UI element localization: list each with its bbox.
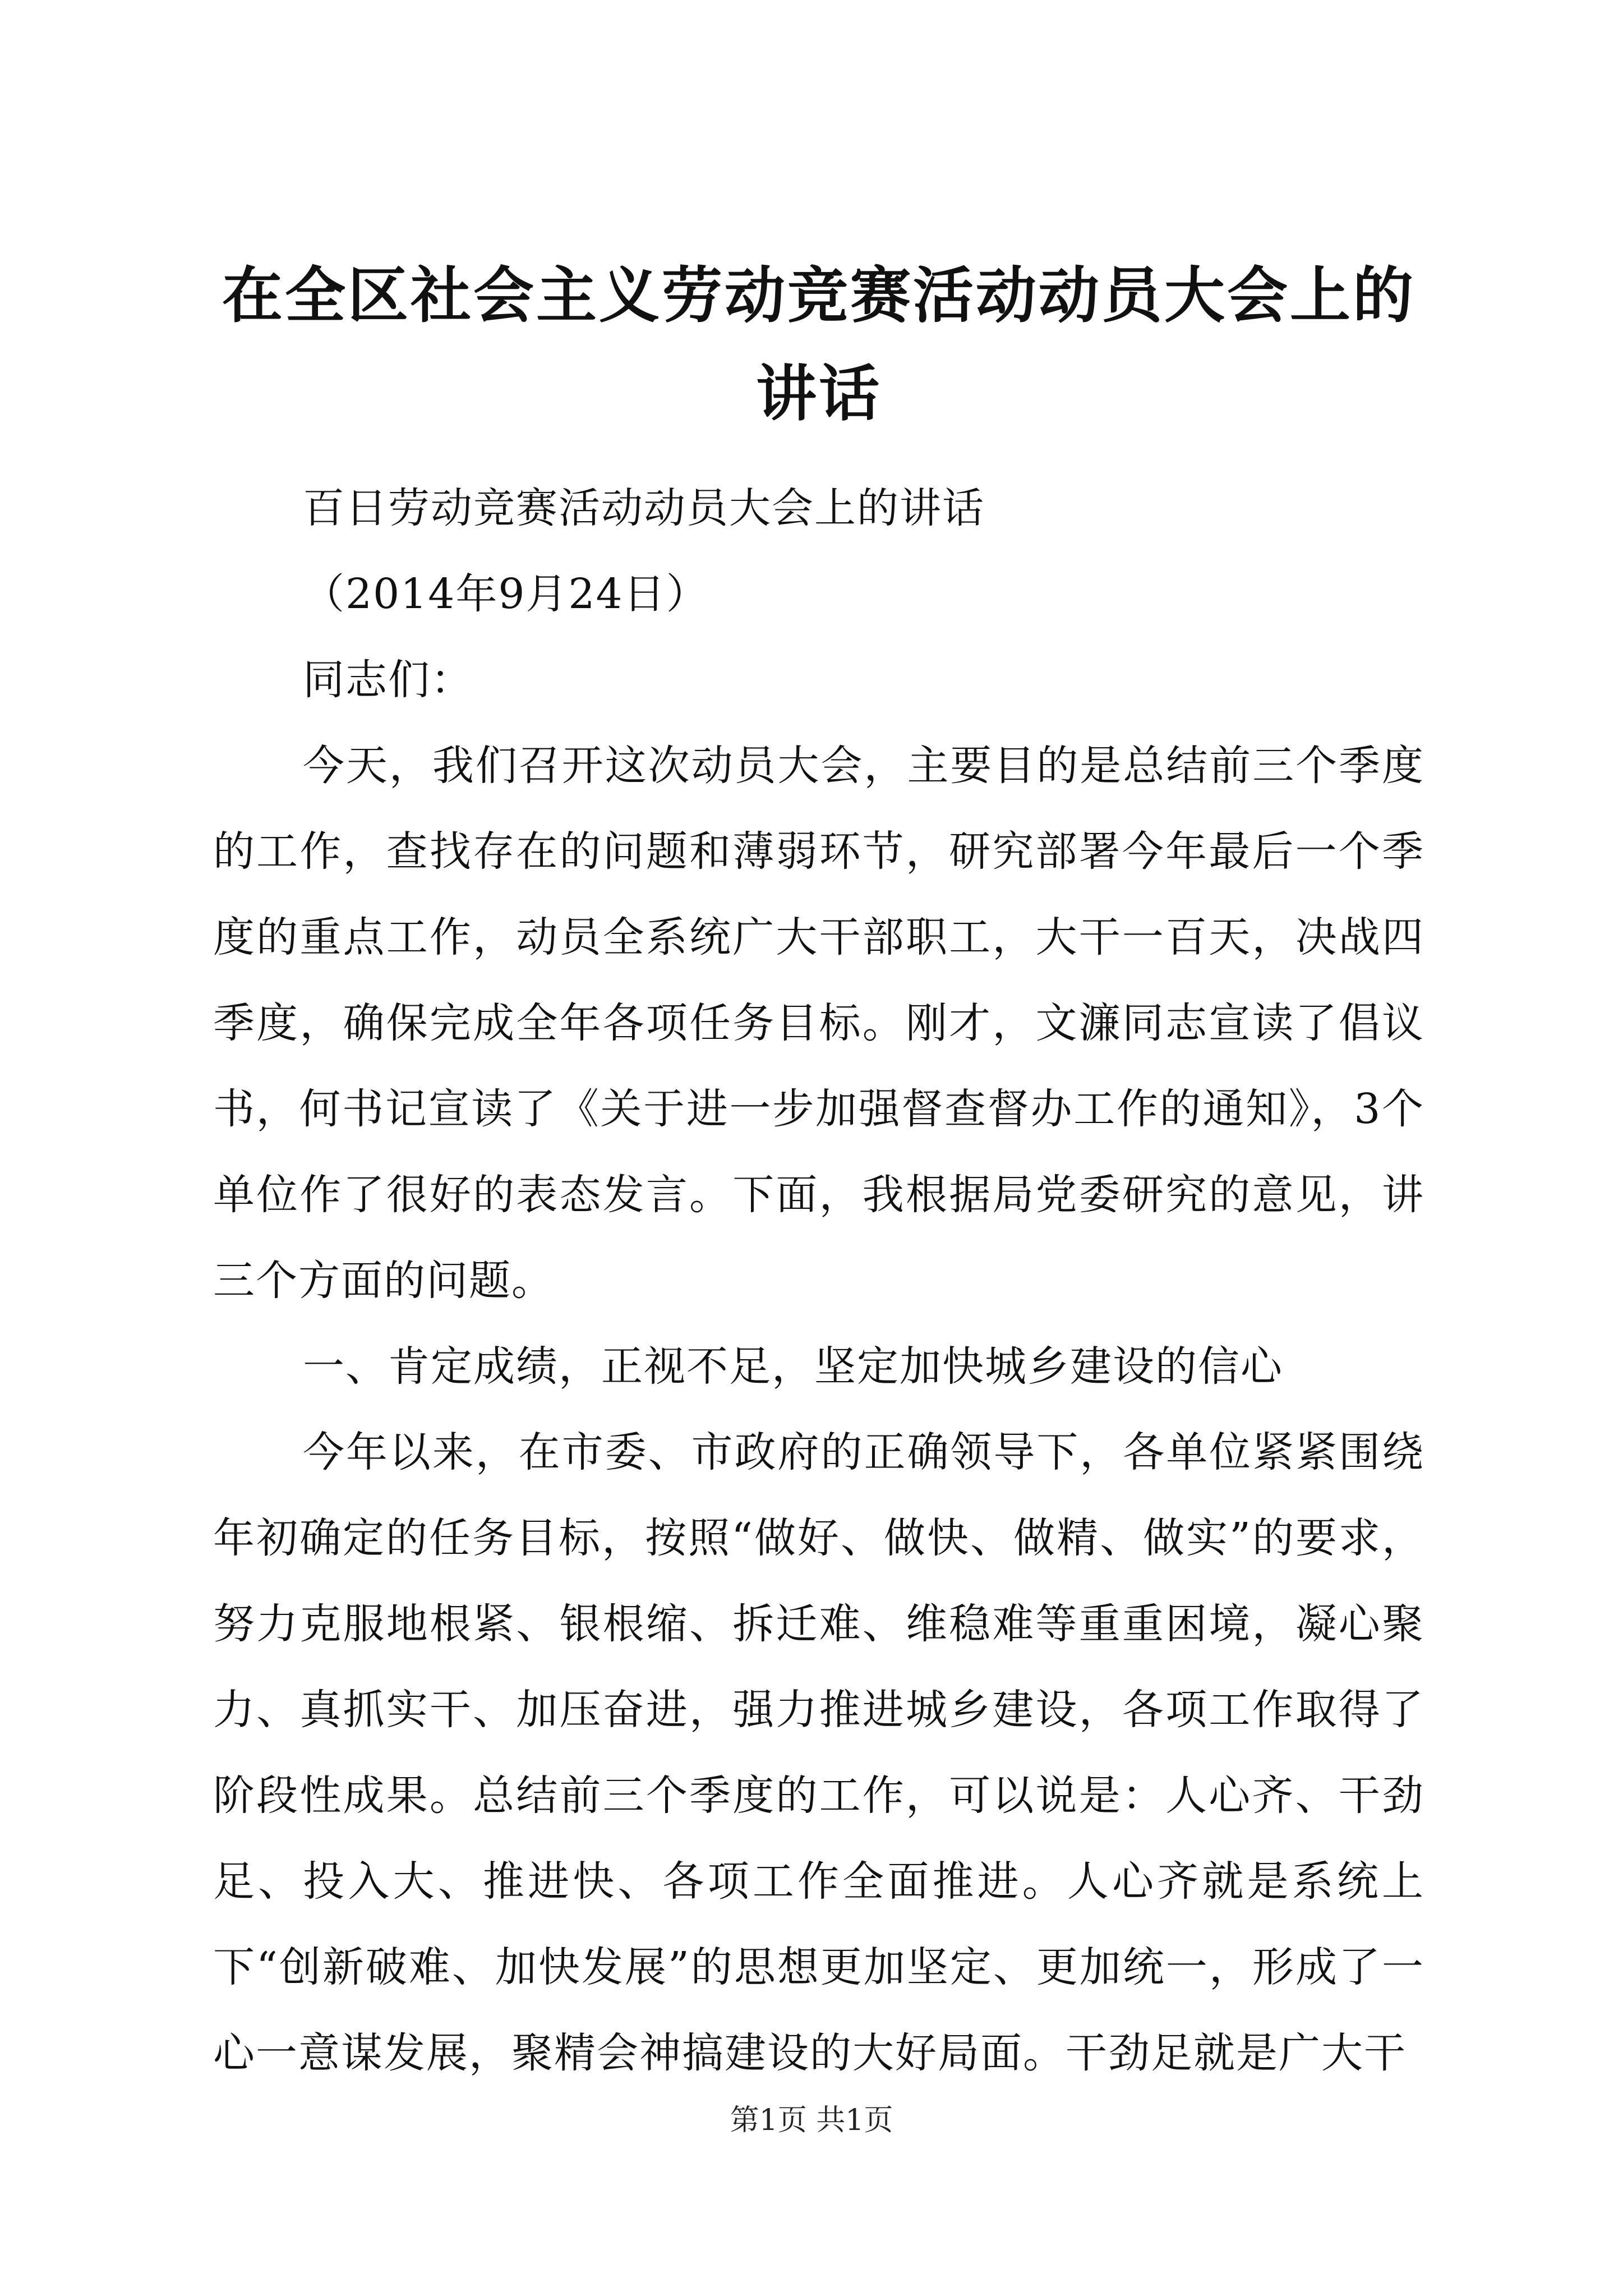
- document-title: 在全区社会主义劳动竞赛活动动员大会上的讲话: [222, 260, 1415, 429]
- document-body: [213, 466, 1424, 2096]
- speech-subtitle: 百日劳动竞赛活动动员大会上的讲话: [303, 484, 985, 532]
- paragraph-achievements: 今年以来，在市委、市政府的正确领导下，各单位紧紧围绕年初确定的任务目标，按照“做好、做快、做精、做实”的要求，努力克服地根紧、银根缩、拆迁难、维稳难等重重困境，凝心聚力、真抓实干、加压奋进，强力推进城乡建设，各项工作取得了阶段性成果。总结前三个季度的工作，可以说是：人心齐、干劲足、投入大、推进快、各项工作全面推进。人心齐就是系统上下“创新破难、加快发展”的思想更加坚定、更加统一，形成了一心一意谋发展，聚精会神搞建设的大好局面。干劲足就是广大干: [213, 1428, 1424, 2077]
- section-heading-1: 一、肯定成绩，正视不足，坚定加快城乡建设的信心: [303, 1342, 1283, 1391]
- speech-date: （2014年9月24日）: [303, 570, 709, 618]
- page-footer: 第1页 共1页: [730, 2104, 893, 2137]
- salutation: 同志们：: [303, 656, 473, 704]
- paragraph-intro: 今天，我们召开这次动员大会，主要目的是总结前三个季度的工作，查找存在的问题和薄弱环节，研究部署今年最后一个季度的重点工作，动员全系统广大干部职工，大干一百天，决战四季度，确保完成全年各项任务目标。刚才，文濂同志宣读了倡议书，何书记宣读了《关于进一步加强督查督办工作的通知》，3个单位作了很好的表态发言。下面，我根据局党委研究的意见，讲三个方面的问题。: [213, 742, 1424, 1305]
